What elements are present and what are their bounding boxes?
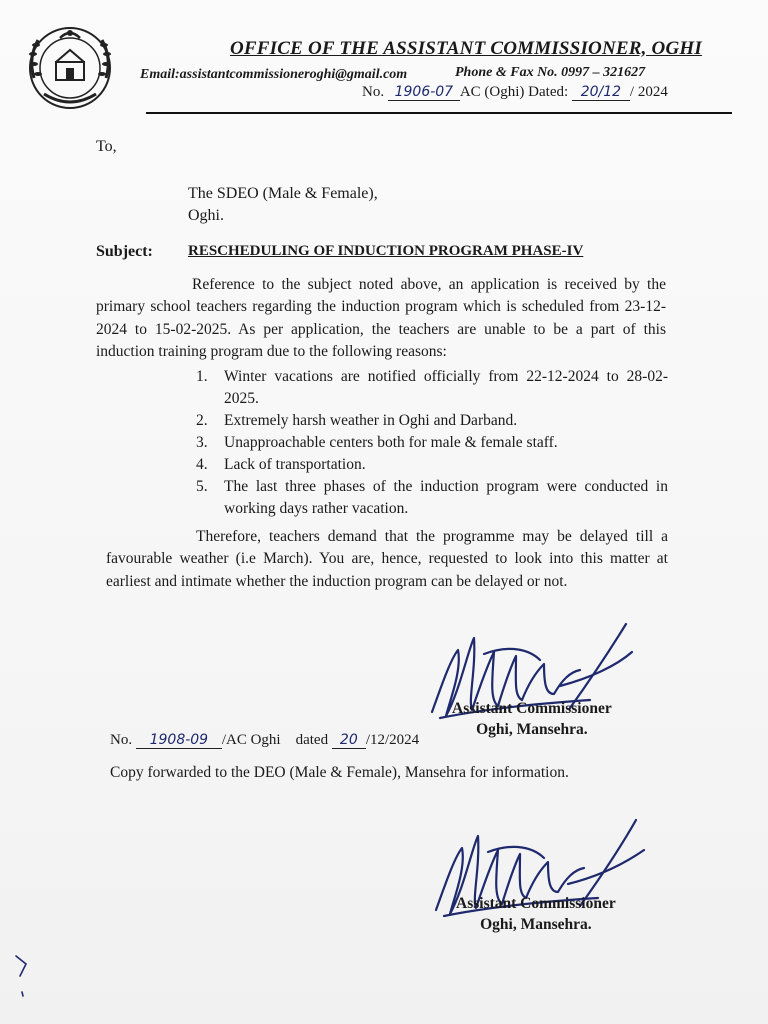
copy-forwarded-text: Copy forwarded to the DEO (Male & Female), Mansehra for information. xyxy=(110,764,569,781)
list-item: 3. Unapproachable centers both for male & female staff. xyxy=(196,434,558,451)
copy-date-handwritten: 20 xyxy=(332,732,366,749)
subject-text: RESCHEDULING OF INDUCTION PROGRAM PHASE-IV xyxy=(188,243,584,259)
list-item: 5. The last three phases of the induction program were conducted in working days rather vacation. xyxy=(196,478,668,517)
phone-fax: Phone & Fax No. 0997 – 321627 xyxy=(455,65,646,80)
designation: Assistant Commissioner xyxy=(456,895,616,912)
to-label: To, xyxy=(96,138,117,155)
date-handwritten: 20/12 xyxy=(572,84,630,101)
body-paragraph-2 xyxy=(106,526,668,593)
signature-block-2 xyxy=(456,893,616,935)
dated-label: Dated: xyxy=(528,84,569,100)
location: Oghi, Mansehra. xyxy=(476,721,588,738)
header-divider xyxy=(146,112,732,114)
reasons-list xyxy=(196,366,668,520)
pen-mark-icon xyxy=(10,952,34,1002)
office-title: OFFICE OF THE ASSISTANT COMMISSIONER, OGHI xyxy=(230,38,702,59)
ref-number-handwritten: 1906-07 xyxy=(388,84,460,101)
ref-office: AC (Oghi) xyxy=(459,84,525,100)
body-paragraph-1 xyxy=(96,274,666,364)
email-address: Email:assistantcommissioneroghi@gmail.com xyxy=(140,67,408,82)
copy-reference-line: No. 1908-09 /AC Oghi dated 20 /12/2024 xyxy=(110,732,420,748)
list-item: 1. Winter vacations are notified officially from 22-12-2024 to 28-02-2025. xyxy=(196,368,668,407)
para2-text: Therefore, teachers demand that the programme may be delayed till a favourable weather (i.e March). You are, hence, requested to look into this matter at earliest and intimate whether the induction program can be delayed or not. xyxy=(106,528,668,590)
copy-number-handwritten: 1908-09 xyxy=(136,732,222,749)
para1-text: Reference to the subject noted above, an application is received by the primary school teachers regarding the induction program which is scheduled from 23-12-2024 to 15-02-2025. As per application, the teachers are unable to be a part of this induction training program due to the following reasons: xyxy=(96,276,666,361)
list-item: 2. Extremely harsh weather in Oghi and Darband. xyxy=(196,412,518,429)
ref-prefix: No. xyxy=(362,84,385,100)
addressee-line2: Oghi. xyxy=(188,207,224,224)
addressee-line1: The SDEO (Male & Female), xyxy=(188,185,378,202)
location: Oghi, Mansehra. xyxy=(480,916,592,933)
subject-label: Subject: xyxy=(96,243,153,260)
addressee xyxy=(188,183,378,227)
list-item: 4. Lack of transportation. xyxy=(196,456,366,473)
date-year: / 2024 xyxy=(629,84,668,100)
signature-block-1 xyxy=(452,698,612,740)
reference-number-line xyxy=(362,84,668,101)
government-seal-icon xyxy=(22,18,118,114)
designation: Assistant Commissioner xyxy=(452,700,612,717)
